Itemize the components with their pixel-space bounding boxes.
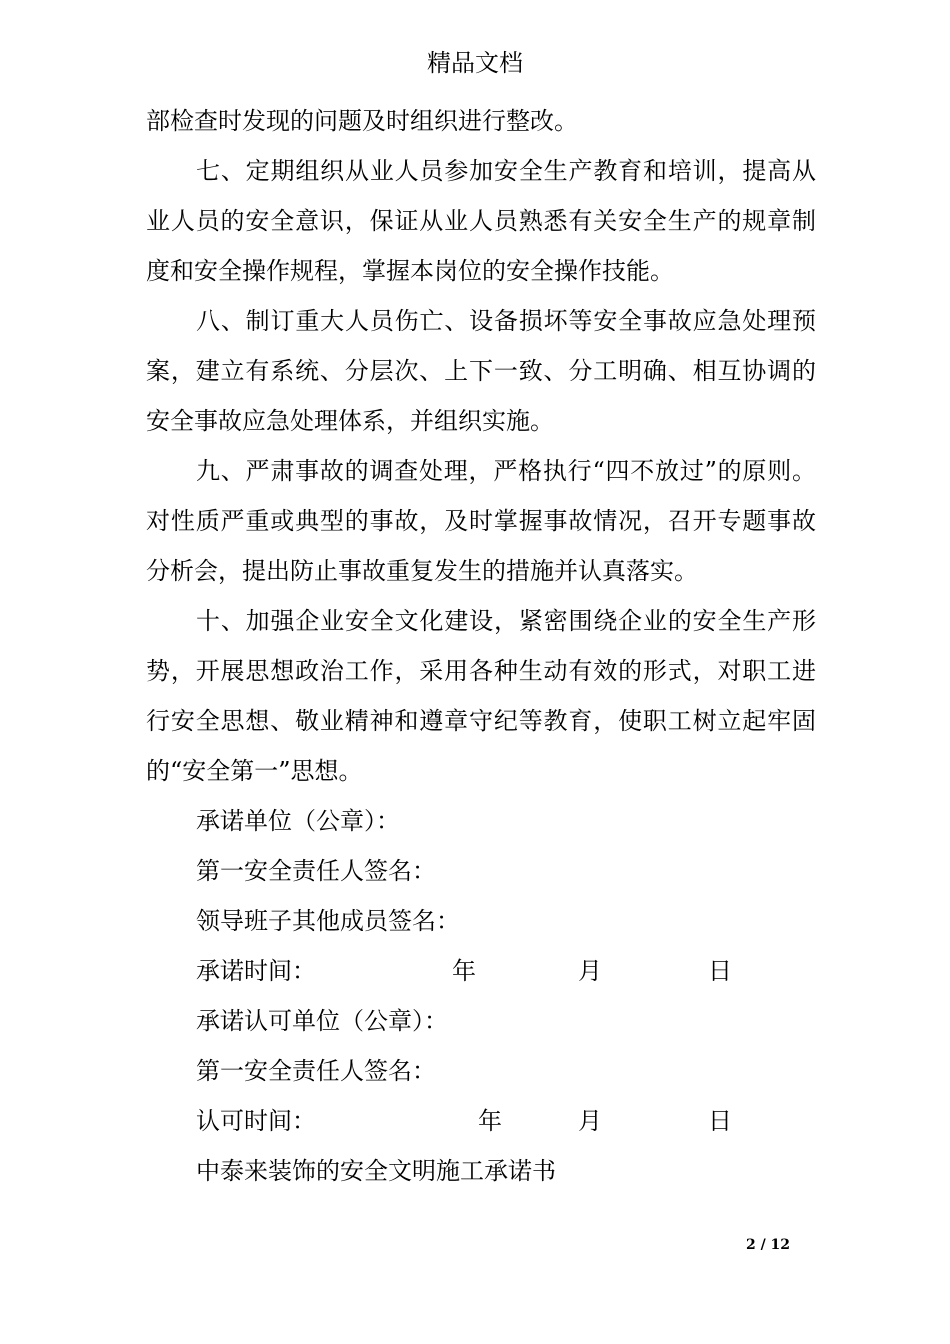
commit-month-label: 月 (578, 957, 602, 985)
commit-year-label: 年 (452, 957, 476, 985)
approve-time-label: 认可时间： (196, 1107, 316, 1135)
paragraph-item-9: 九、严肃事故的调查处理，严格执行“四不放过”的原则。对性质严重或典型的事故，及时掌握事故情况，召开专题事故分析会，提出防止事故重复发生的措施并认真落实。 (146, 457, 816, 585)
approve-time-line (146, 1096, 816, 1146)
page-number: 2 / 12 (745, 1237, 791, 1253)
commit-time-label: 承诺时间： (196, 957, 316, 985)
next-section-title-line (146, 1146, 816, 1196)
first-responsible-label: 第一安全责任人签名： (196, 857, 436, 885)
first-responsible-line (146, 846, 816, 896)
approve-unit-line (146, 996, 816, 1046)
paragraph-item-8: 八、制订重大人员伤亡、设备损坏等安全事故应急处理预案，建立有系统、分层次、上下一致、分工明确、相互协调的安全事故应急处理体系，并组织实施。 (146, 307, 816, 435)
commit-day-label: 日 (708, 957, 732, 985)
approve-first-responsible-line (146, 1046, 816, 1096)
approve-year-label: 年 (478, 1107, 502, 1135)
commit-time-line (146, 946, 816, 996)
paragraph-continuation: 部检查时发现的问题及时组织进行整改。 (146, 107, 578, 135)
paragraph-item-10: 十、加强企业安全文化建设，紧密围绕企业的安全生产形势，开展思想政治工作，采用各种生动有效的形式，对职工进行安全思想、敬业精神和遵章守纪等教育，使职工树立起牢固的“安全第一”思想。 (146, 607, 816, 785)
approve-day-label: 日 (708, 1107, 732, 1135)
commit-unit-line (146, 796, 816, 846)
next-section-title: 中泰来装饰的安全文明施工承诺书 (196, 1157, 556, 1185)
commit-unit-label: 承诺单位（公章）： (196, 807, 400, 835)
leadership-line (146, 896, 816, 946)
document-body (146, 96, 816, 1196)
paragraph-item-7: 七、定期组织从业人员参加安全生产教育和培训，提高从业人员的安全意识，保证从业人员熟悉有关安全生产的规章制度和安全操作规程，掌握本岗位的安全操作技能。 (146, 157, 816, 285)
page-header-title: 精品文档 (427, 49, 523, 77)
approve-unit-label: 承诺认可单位（公章）： (196, 1007, 448, 1035)
approve-first-responsible-label: 第一安全责任人签名： (196, 1057, 436, 1085)
approve-month-label: 月 (578, 1107, 602, 1135)
leadership-label: 领导班子其他成员签名： (196, 907, 460, 935)
